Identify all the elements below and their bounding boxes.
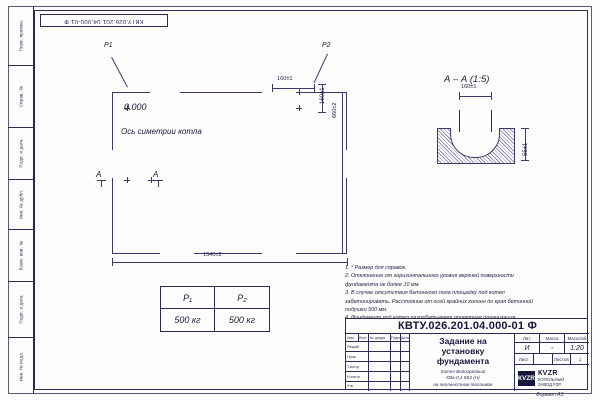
stamp-row-razrab (346, 342, 410, 352)
dim-width-ext-left (112, 258, 113, 266)
left-cell-label: Инв. № подл. (18, 351, 24, 381)
sheet-label: Лист (515, 354, 534, 364)
attr-values (515, 343, 589, 354)
company-logo-icon: КVZR (518, 371, 535, 386)
stamp-col-izm: Изм. (347, 335, 355, 340)
anchor-bolt-left (459, 110, 460, 132)
left-cell-label: Взам. инв. № (18, 240, 24, 271)
left-cell-label: Подп. и дата (18, 139, 24, 168)
section-title: А – А (1:5) (444, 74, 490, 85)
dim-top-vertical-label: 160±1 (320, 87, 326, 104)
stamp-row-prov (346, 352, 410, 362)
left-cell-label: Перв. примен. (18, 19, 24, 52)
section-mark-a-left: А (96, 170, 102, 179)
title-line-2: установку (441, 346, 485, 356)
foundation-outline (112, 92, 347, 254)
sheet-format-label: Формат A3 (536, 392, 564, 398)
title-block-title (410, 334, 515, 391)
section-depth-ext-top (521, 128, 529, 129)
section-mark-a-right: А (153, 170, 159, 179)
load-table-header-p2: Р₂ (215, 287, 269, 309)
dim-width-line (112, 262, 347, 263)
section-arrow-left-bar (97, 180, 106, 181)
section-arrow-right-stem (158, 180, 159, 187)
note-line: фундамента не более 10 мм. (345, 281, 420, 288)
anchor-cross-4-v (127, 177, 128, 183)
sheets-value: 1 (578, 356, 582, 362)
dim-top-v-ext-bot (318, 112, 326, 113)
note-line: 2. Отклонение от горизонтального уровня верхней поверхности (345, 273, 514, 280)
title-block (345, 318, 588, 390)
section-width-label: 160±1 (461, 84, 477, 90)
dim-top-h-line (272, 88, 314, 89)
stamp-role-utv: Утв. (347, 384, 354, 388)
sheets-label: Листов (553, 354, 572, 364)
section-arrow-left-stem (101, 180, 102, 187)
dim-height-label: 660±2 (332, 102, 338, 118)
anchor-cross-5-v (151, 177, 152, 183)
outline-gap-top-right (262, 90, 298, 94)
section-dim-ext-right (491, 92, 492, 100)
stamp-row-tkontr (346, 362, 410, 372)
elevation-label: 0.000 (124, 102, 147, 112)
title-block-designation: КВТУ.026.201.04.000-01 Ф (346, 319, 589, 334)
subtitle-line-2: КВа-0,1 КБ2 (Н) (446, 375, 480, 381)
attr-header-massa: Масса (540, 334, 565, 342)
outline-gap-bottom-left (160, 252, 194, 256)
top-designation-text: КВТУ.026.201.04.000-01 Ф (64, 17, 144, 24)
outline-gap-top-left (150, 90, 180, 94)
section-dim-width-line (459, 96, 491, 97)
company-sub-2: ЗАВОД РЗР (538, 381, 562, 387)
stamp-col-data: Дата (401, 335, 409, 340)
left-cell-inv-podl (8, 338, 34, 394)
outline-gap-right (345, 150, 349, 178)
title-line-1: Задание на (439, 336, 487, 346)
top-designation-box (40, 14, 168, 27)
title-block-revision-stamp (346, 334, 410, 391)
anchor-bolt-right (491, 110, 492, 132)
load-table-value-p2: 500 кг (228, 315, 256, 325)
left-cell-podp-data-2 (8, 282, 34, 338)
organization-block (515, 365, 589, 391)
left-stamp-column (8, 6, 34, 394)
stamp-header-row (346, 334, 410, 342)
note-line: забетонировать. Расстояние от осей крайних колонн до края бетонной (345, 298, 533, 305)
section-depth-label: 55±1 (523, 142, 529, 156)
attr-headers (515, 334, 589, 343)
attr-header-lit: Лит. (515, 334, 540, 342)
left-cell-label: Справ. № (18, 85, 24, 108)
section-depth-ext-bot (521, 160, 529, 161)
load-table (160, 286, 270, 332)
outline-gap-left (110, 150, 114, 178)
stamp-role-razrab: Разраб. (347, 344, 360, 349)
left-cell-podp-data-1 (8, 128, 34, 180)
attr-value-massa: - (540, 343, 565, 353)
attr-header-masshtab: Масштаб (567, 335, 587, 341)
outline-gap-bottom-right (262, 252, 296, 256)
anchor-cross-2-v (299, 89, 300, 95)
point-p1-label: Р1 (104, 42, 113, 49)
left-cell-label: Инв. № дубл. (18, 189, 24, 220)
left-cell-perv-primen (8, 6, 34, 66)
dim-top-h-ext-left (272, 84, 273, 92)
axis-label: Ось симетрии котла (121, 127, 202, 136)
title-block-attributes (515, 334, 589, 391)
stamp-col-dokum: № докум. (370, 335, 386, 340)
subtitle-line-1: Котел Водогрейный (440, 369, 486, 374)
company-name: КVZR (538, 369, 558, 377)
stamp-role-nkontr: Н.контр. (347, 374, 361, 379)
attr-value-lit: И (515, 343, 540, 353)
subtitle-line-3: на пелленстном топливом (433, 381, 493, 387)
left-cell-label: Подп. и дата (18, 295, 24, 324)
anchor-cross-3-v (299, 105, 300, 111)
sheet-info (515, 354, 589, 365)
note-line: 3. В случае отсутствия бетонного пола площадку под котел (345, 290, 505, 297)
dim-top-horizontal-label: 160±1 (277, 76, 293, 82)
company-sub-1: КОТЕЛЬНЫЙ (538, 376, 565, 382)
point-p2-label: Р2 (322, 42, 331, 49)
load-table-header-p1: Р₁ (161, 287, 215, 309)
note-line: 1. * Размер для справок. (345, 265, 407, 271)
left-cell-vzam-inv (8, 230, 34, 282)
attr-value-masshtab: 1:20 (570, 344, 584, 352)
stamp-row-utv (346, 382, 410, 391)
note-line: подушки 500 мм. (345, 307, 388, 314)
sheet-value (534, 354, 553, 364)
stamp-row-nkontr (346, 372, 410, 382)
title-line-3: фундамента (436, 356, 490, 366)
dim-width-label: 1540±2 (203, 252, 222, 258)
left-cell-sprav (8, 66, 34, 128)
stamp-role-tkontr: Т.контр. (347, 364, 361, 369)
load-table-value-p1: 500 кг (161, 309, 215, 331)
stamp-role-prov: Пров. (347, 354, 357, 359)
section-arrow-right-bar (154, 180, 163, 181)
dim-top-h-ext-right (314, 84, 315, 92)
dim-top-v-ext-top (318, 84, 326, 85)
section-dim-ext-left (459, 92, 460, 100)
stamp-col-list: Лист (359, 335, 367, 340)
stamp-col-podp: Подп. (391, 335, 401, 340)
left-cell-inv-dubl (8, 180, 34, 230)
dim-height-line (342, 92, 343, 254)
